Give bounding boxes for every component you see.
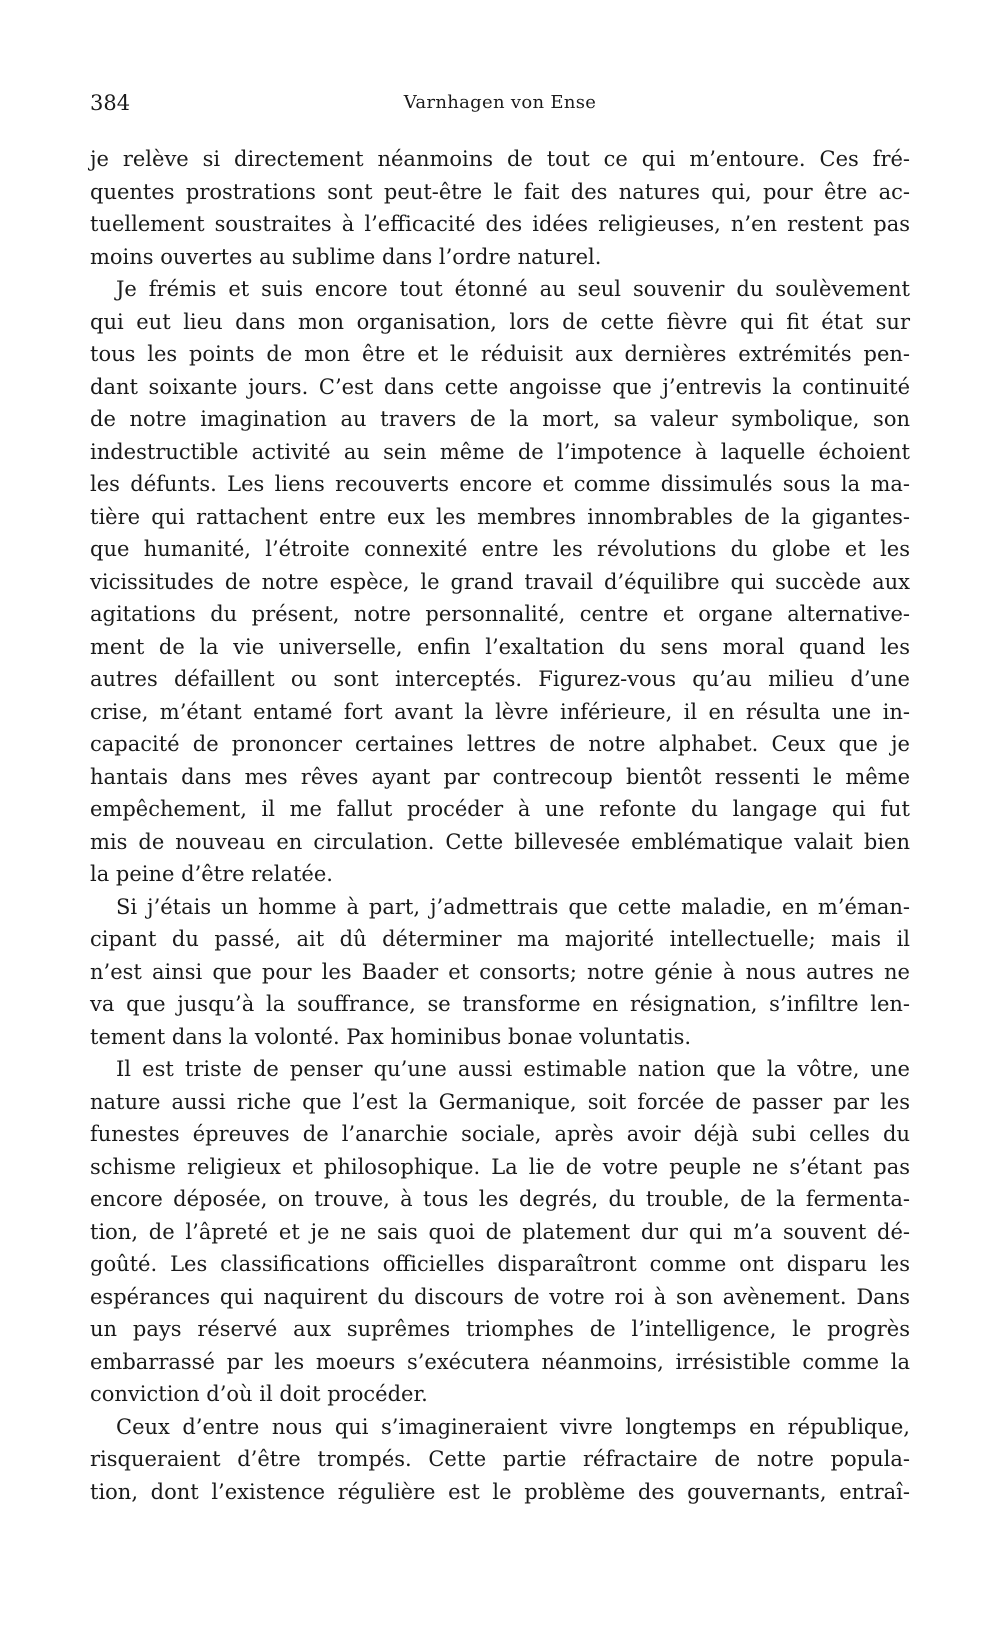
text-line: tion, de l’âpreté et je ne sais quoi de platement dur qui m’a souvent dé- [90,1219,910,1244]
text-line: autres défaillent ou sont interceptés. Figurez-vous qu’au milieu d’une [90,667,910,691]
text-line: risqueraient d’être trompés. Cette partie réfractaire de notre popula- [90,1447,910,1471]
text-line: conviction d’où il doit procéder. [90,1382,428,1406]
text-line: va que jusqu’à la souffrance, se transforme en résignation, s’infiltre len- [90,992,910,1016]
body-text [90,143,910,1508]
text-line: Si j’étais un homme à part, j’admettrais que cette maladie, en m’éman- [116,894,910,919]
text-line: ment de la vie universelle, enfin l’exaltation du sens moral quand les [90,634,910,659]
text-line: je relève si directement néanmoins de tout ce qui m’entoure. Ces fré- [90,147,910,171]
text-line: crise, m’étant entamé fort avant la lèvre inférieure, il en résulta une in- [90,699,910,724]
paragraph [90,1053,910,1411]
text-line: funestes épreuves de l’anarchie sociale, après avoir déjà subi celles du [90,1122,910,1146]
text-line: tuellement soustraites à l’efficacité des idées religieuses, n’en restent pas [90,212,910,236]
text-line: dant soixante jours. C’est dans cette angoisse que j’entrevis la continuité [90,374,910,399]
text-line: hantais dans mes rêves ayant par contrecoup bientôt ressenti le même [90,764,910,789]
paragraph [90,273,910,891]
text-line: que humanité, l’étroite connexité entre les révolutions du globe et les [90,537,910,561]
text-line: n’est ainsi que pour les Baader et consorts; notre génie à nous autres ne [90,959,910,984]
text-line: espérances qui naquirent du discours de votre roi à son avènement. Dans [90,1284,910,1309]
text-line: un pays réservé aux suprêmes triomphes de l’intelligence, le progrès [90,1317,910,1341]
text-line: la peine d’être relatée. [90,862,333,886]
paragraph [90,1411,910,1509]
text-line: qui eut lieu dans mon organisation, lors de cette fièvre qui fit état sur [90,309,910,334]
text-line: empêchement, il me fallut procéder à une refonte du langage qui fut [90,797,910,821]
paragraph [90,891,910,1054]
text-line: tion, dont l’existence régulière est le problème des gouvernants, entraî- [90,1479,910,1504]
running-head [90,88,910,118]
text-line: indestructible activité au sein même de l’impotence à laquelle échoient [90,439,910,464]
text-line: goûté. Les classifications officielles disparaîtront comme ont disparu les [90,1252,910,1276]
text-line: les défunts. Les liens recouverts encore et comme dissimulés sous la ma- [90,472,910,496]
text-line: de notre imagination au travers de la mort, sa valeur symbolique, son [90,407,910,431]
text-line: moins ouvertes au sublime dans l’ordre naturel. [90,244,602,269]
text-line: Il est triste de penser qu’une aussi estimable nation que la vôtre, une [116,1057,910,1081]
text-line: cipant du passé, ait dû déterminer ma majorité intellectuelle; mais il [90,927,910,951]
text-line: nature aussi riche que l’est la Germanique, soit forcée de passer par les [90,1089,910,1114]
paragraph [90,143,910,273]
text-line: quentes prostrations sont peut-être le fait des natures qui, pour être ac- [90,179,910,204]
page-number: 384 [90,91,131,115]
text-line: schisme religieux et philosophique. La lie de votre peuple ne s’étant pas [90,1154,910,1179]
text-line: Je frémis et suis encore tout étonné au seul souvenir du soulèvement [116,277,910,301]
text-line: tière qui rattachent entre eux les membres innombrables de la gigantes- [90,504,910,529]
running-title: Varnhagen von Ense [403,92,597,113]
text-line: embarrassé par les moeurs s’exécutera néanmoins, irrésistible comme la [90,1349,910,1374]
text-line: Ceux d’entre nous qui s’imagineraient vivre longtemps en république, [116,1414,910,1439]
text-line: tous les points de mon être et le réduisit aux dernières extrémités pen- [90,342,910,366]
text-line: encore déposée, on trouve, à tous les degrés, du trouble, de la fermenta- [90,1187,910,1211]
text-line: tement dans la volonté. Pax hominibus bonae voluntatis. [90,1024,692,1049]
text-line: vicissitudes de notre espèce, le grand travail d’équilibre qui succède aux [90,569,910,594]
text-line: agitations du présent, notre personnalité, centre et organe alternative- [90,602,910,626]
text-line: capacité de prononcer certaines lettres de notre alphabet. Ceux que je [90,732,910,756]
text-line: mis de nouveau en circulation. Cette billevesée emblématique valait bien [90,829,910,854]
